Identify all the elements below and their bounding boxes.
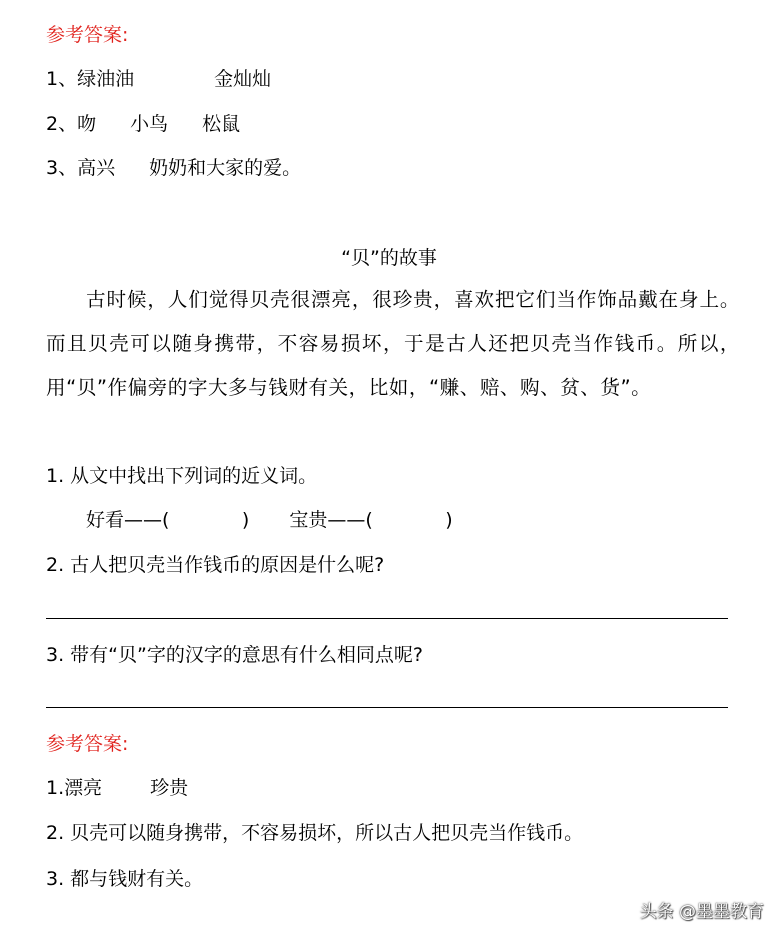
answer-1-item-1 <box>46 66 271 92</box>
watermark: 头条 @墨墨教育 <box>639 902 764 922</box>
item-number: 3、 <box>46 157 78 179</box>
answer-heading-1: 参考答案: <box>46 24 129 46</box>
synonym-blank-baogui: 宝贵——( ) <box>289 509 453 531</box>
answer-2-item-2: 2. 贝壳可以随身携带，不容易损坏，所以古人把贝壳当作钱币。 <box>46 822 584 844</box>
passage-title: “贝”的故事 <box>341 247 437 269</box>
item-number: 1. <box>46 777 65 799</box>
answer-word: 吻 <box>77 113 97 135</box>
answer-word: 绿油油 <box>77 68 135 90</box>
question-2: 2. 古人把贝壳当作钱币的原因是什么呢? <box>46 554 385 576</box>
question-3: 3. 带有“贝”字的汉字的意思有什么相同点呢? <box>46 644 423 666</box>
item-number: 1、 <box>46 68 78 90</box>
answer-word: 奶奶和大家的爱。 <box>149 157 302 179</box>
answer-word: 小鸟 <box>130 113 169 135</box>
answer-word: 金灿灿 <box>214 68 272 90</box>
passage-text: 古时候，人们觉得贝壳很漂亮，很珍贵，喜欢把它们当作饰品戴在身上。而且贝壳可以随身携带，不容易损坏，于是古人还把贝壳当作钱币。所以，用“贝”作偏旁的字大多与钱财有关，比如，“赚、赔、购、贫、货”。 <box>46 288 740 399</box>
answer-line-q2 <box>46 618 728 619</box>
question-1: 1. 从文中找出下列词的近义词。 <box>46 465 318 487</box>
answer-word: 珍贵 <box>150 777 189 799</box>
answer-line-q3 <box>46 707 728 708</box>
answer-2-item-3: 3. 都与钱财有关。 <box>46 868 204 890</box>
answer-1-item-3 <box>46 155 301 181</box>
item-number: 2、 <box>46 113 78 135</box>
answer-word: 松鼠 <box>202 113 241 135</box>
answer-1-item-2 <box>46 111 240 137</box>
answer-heading-2: 参考答案: <box>46 733 129 755</box>
question-1-blanks <box>86 507 453 533</box>
answer-word: 漂亮 <box>64 777 103 799</box>
answer-2-item-1 <box>46 775 188 801</box>
synonym-blank-haokan: 好看——( ) <box>86 509 250 531</box>
answer-word: 高兴 <box>77 157 116 179</box>
